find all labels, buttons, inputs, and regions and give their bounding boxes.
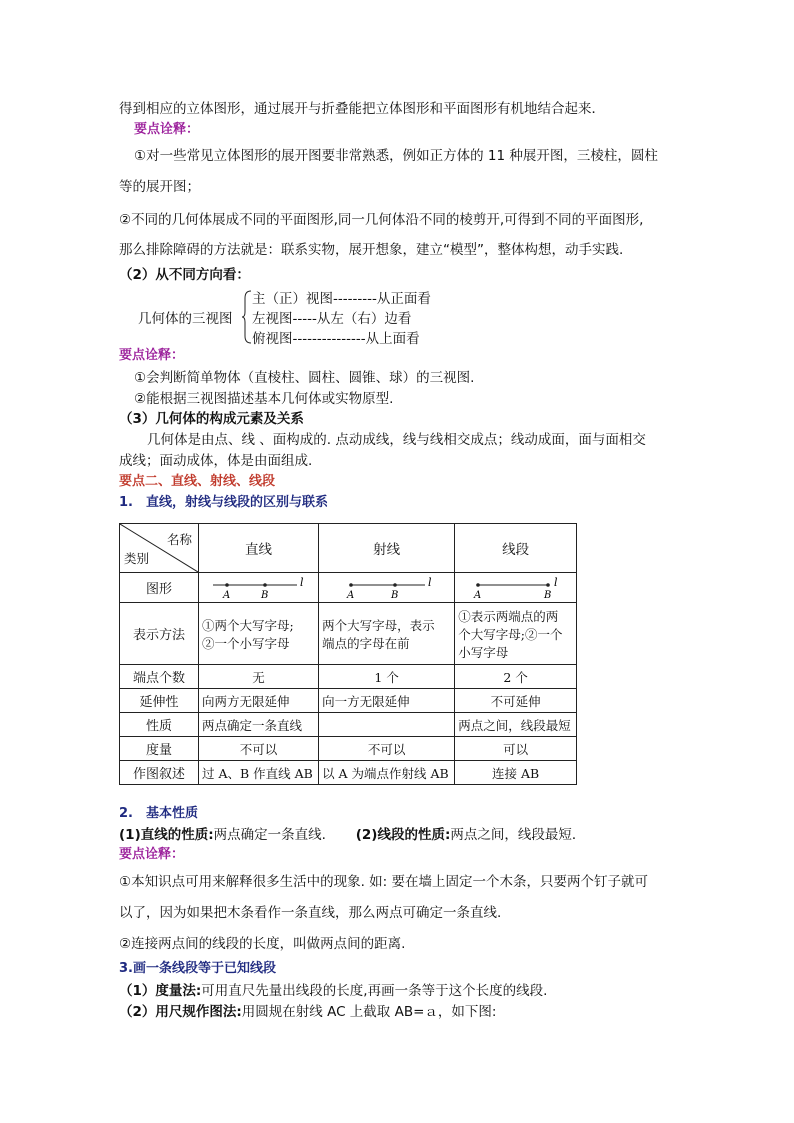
corner-bottom-label: 类别 <box>124 551 150 566</box>
row-label-measure: 度量 <box>120 737 199 761</box>
segment-figure <box>455 573 577 603</box>
line-l-label: l <box>299 575 304 589</box>
ray-property <box>319 713 455 737</box>
point-b-label: B <box>390 589 398 600</box>
table-row <box>120 761 577 785</box>
ray-extension: 向一方无限延伸 <box>319 689 455 713</box>
row-label-figure: 图形 <box>120 573 199 603</box>
table-row <box>120 665 577 689</box>
note-item-6: ②连接两点间的线段的长度，叫做两点间的距离. <box>119 936 406 952</box>
key-point-2-heading: 要点二、直线、射线、线段 <box>119 474 276 489</box>
row-label-property: 性质 <box>120 713 199 737</box>
ray-notation-1: 两个大写字母，表示 <box>322 617 435 633</box>
subheading-2: 2. 基本性质 <box>119 806 198 821</box>
segment-l-label: l <box>553 575 558 589</box>
subheading-3: 3.画一条线段等于已知线段 <box>119 961 276 976</box>
ray-notation-2: 端点的字母在前 <box>322 635 410 651</box>
note-item-1-line-1: ①对一些常见立体图形的展开图要非常熟悉，例如正方体的 11 种展开图，三棱柱，圆柱 <box>134 148 658 164</box>
line-notation <box>199 603 319 665</box>
note-label-3: 要点诠释： <box>119 847 185 862</box>
method-1 <box>119 982 547 1000</box>
ray-endpoints: 1 个 <box>319 665 455 689</box>
table-row <box>120 573 577 603</box>
ray-l-label: l <box>427 575 432 589</box>
segment-notation-1: ①表示两端点的两 <box>458 608 559 624</box>
note-label-2: 要点诠释： <box>119 348 185 363</box>
line-extension: 向两方无限延伸 <box>199 689 319 713</box>
method-1-label: （1）度量法: <box>119 983 202 999</box>
col-header-ray: 射线 <box>319 524 455 573</box>
line-notation-2: ②一个小写字母 <box>202 635 290 651</box>
section-3-heading: （3）几何体的构成元素及关系 <box>119 411 304 427</box>
segment-notation <box>455 603 577 665</box>
point-a-label: A <box>473 589 481 600</box>
table-row <box>120 689 577 713</box>
row-label-drawing: 作图叙述 <box>120 761 199 785</box>
row-label-notation: 表示方法 <box>120 603 199 665</box>
table-row <box>120 737 577 761</box>
method-2-label: （2）用尺规作图法: <box>119 1004 242 1020</box>
line-figure <box>199 573 319 603</box>
brace-icon <box>242 290 252 344</box>
note-item-3: ①会判断简单物体（直棱柱、圆柱、圆锥、球）的三视图. <box>134 370 475 386</box>
note-item-5-line-1: ①本知识点可用来解释很多生活中的现象. 如: 要在墙上固定一个木条，只要两个钉子就可 <box>119 874 649 890</box>
three-view-label: 几何体的三视图 <box>138 311 233 327</box>
note-item-1-line-2: 等的展开图； <box>119 179 200 195</box>
method-1-text: 可用直尺先量出线段的长度,再画一条等于这个长度的线段. <box>201 983 548 999</box>
line-endpoints: 无 <box>199 665 319 689</box>
comparison-table <box>119 523 577 785</box>
segment-drawing: 连接 AB <box>455 761 577 785</box>
method-2 <box>119 1003 496 1021</box>
corner-top-label: 名称 <box>166 532 192 547</box>
paragraph-continuation: 得到相应的立体图形，通过展开与折叠能把立体图形和平面图形有机地结合起来． <box>119 101 605 117</box>
segment-property: 两点之间，线段最短 <box>455 713 577 737</box>
segment-property-label: (2)线段的性质: <box>355 827 451 843</box>
corner-cell <box>120 524 199 573</box>
section-3-para-line-1: 几何体是由点、线 、面构成的. 点动成线，线与线相交成点；线动成面，面与面相交 <box>147 432 646 448</box>
row-label-extension: 延伸性 <box>120 689 199 713</box>
table-row <box>120 713 577 737</box>
ray-figure <box>319 573 455 603</box>
left-view-text: 左视图-----从左（右）边看 <box>252 311 412 327</box>
top-view-text: 俯视图---------------从上面看 <box>252 331 420 347</box>
line-property-label: (1)直线的性质: <box>119 827 214 843</box>
section-3-para-line-2: 成线；面动成体，体是由面组成. <box>119 453 313 469</box>
front-view-text: 主（正）视图---------从正面看 <box>252 291 431 307</box>
col-header-segment: 线段 <box>455 524 577 573</box>
segment-property-text: 两点之间，线段最短． <box>450 827 586 843</box>
ray-drawing: 以 A 为端点作射线 AB <box>319 761 455 785</box>
ray-measure: 不可以 <box>319 737 455 761</box>
point-b-label: B <box>260 589 268 600</box>
section-2-heading: （2）从不同方向看： <box>119 267 250 283</box>
line-property: 两点确定一条直线 <box>199 713 319 737</box>
point-b-label: B <box>543 589 551 600</box>
table-row <box>120 603 577 665</box>
note-item-2-line-1: ②不同的几何体展成不同的平面图形,同一几何体沿不同的棱剪开,可得到不同的平面图形, <box>119 212 644 228</box>
row-label-endpoints: 端点个数 <box>120 665 199 689</box>
line-drawing: 过 A、B 作直线 AB <box>199 761 319 785</box>
segment-extension: 不可延伸 <box>455 689 577 713</box>
ray-notation <box>319 603 455 665</box>
note-item-2-line-2: 那么排除障碍的方法就是：联系实物，展开想象，建立“模型”，整体构想，动手实践. <box>119 242 624 258</box>
note-item-4: ②能根据三视图描述基本几何体或实物原型. <box>134 391 394 407</box>
col-header-line: 直线 <box>199 524 319 573</box>
point-a-label: A <box>346 589 354 600</box>
line-property-text: 两点确定一条直线. <box>213 827 340 843</box>
properties-line <box>119 826 585 844</box>
segment-measure: 可以 <box>455 737 577 761</box>
segment-notation-2: 个大写字母;②一个 <box>458 626 563 642</box>
point-a-label: A <box>222 589 230 600</box>
line-notation-1: ①两个大写字母; <box>202 617 294 633</box>
method-2-text: 用圆规在射线 AC 上截取 AB=ａ，如下图: <box>241 1004 497 1020</box>
line-measure: 不可以 <box>199 737 319 761</box>
subheading-1: 1. 直线，射线与线段的区别与联系 <box>119 495 328 510</box>
note-item-5-line-2: 以了，因为如果把木条看作一条直线，那么两点可确定一条直线. <box>119 905 502 921</box>
table-header-row <box>120 524 577 573</box>
note-label: 要点诠释： <box>134 122 200 137</box>
segment-notation-3: 小写字母 <box>458 644 509 660</box>
segment-endpoints: 2 个 <box>455 665 577 689</box>
